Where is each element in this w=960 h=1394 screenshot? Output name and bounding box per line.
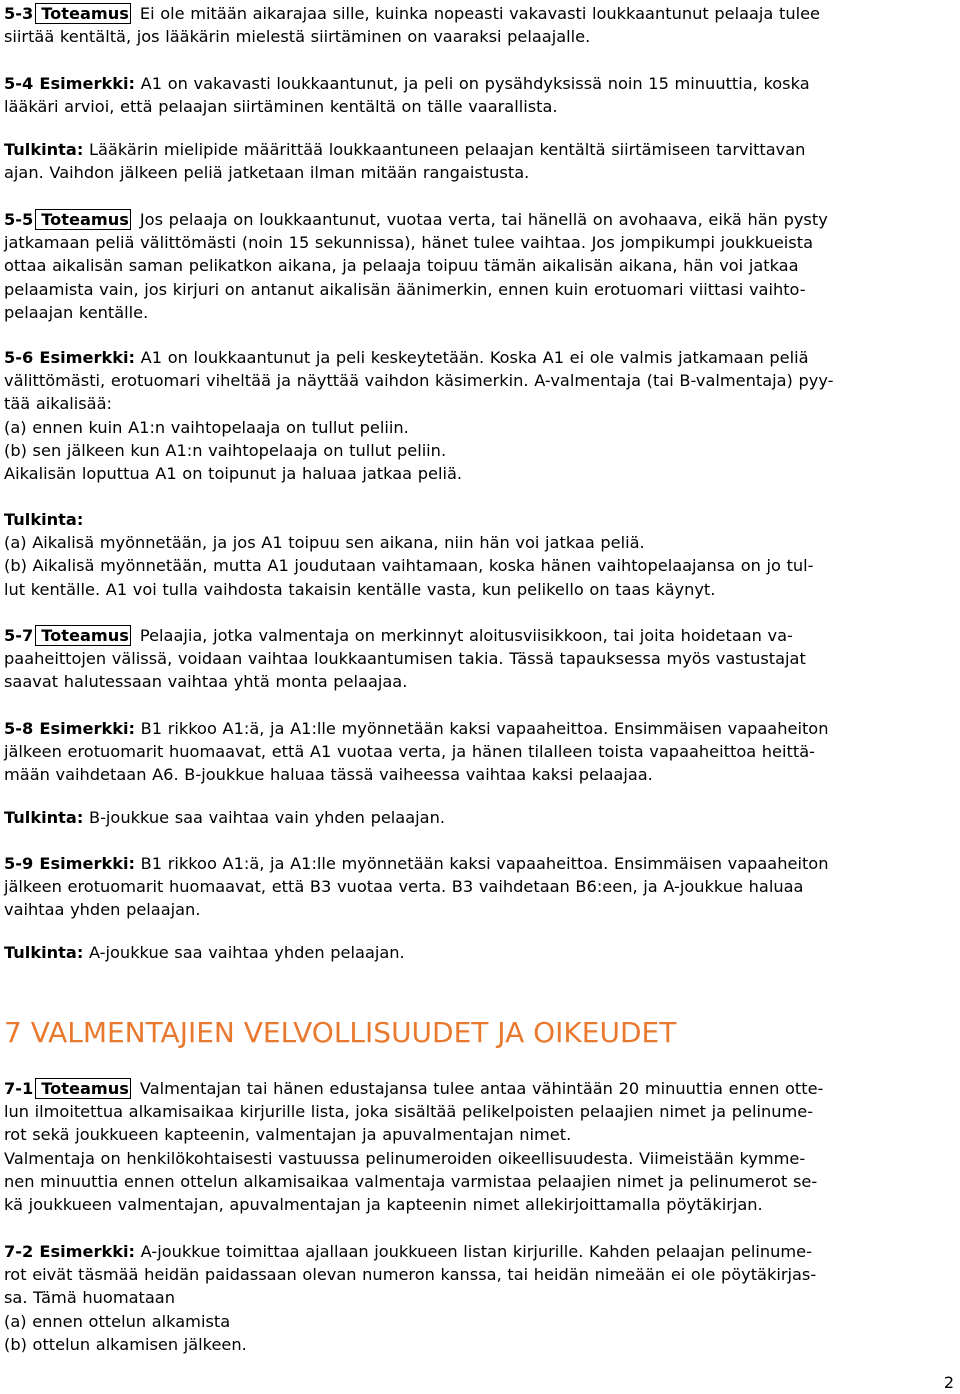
line: (a) Aikalisä myönnetään, ja jos A1 toipuu sen aikana, niin hän voi jatkaa peliä. [4, 533, 645, 553]
line: jatkamaan peliä välittömästi (noin 15 sekunnissa), hänet tulee vaihtaa. Jos jompikumpi joukkueista [4, 233, 813, 253]
line: jälkeen erotuomarit huomaavat, että B3 vuotaa verta. B3 vaihdetaan B6:een, ja A-joukkue haluaa [4, 877, 804, 897]
text: A-joukkue toimittaa ajallaan joukkueen listan kirjurille. Kahden pelaajan pelinume- [140, 1242, 812, 1261]
line: rot eivät täsmää heidän paidassaan olevan numeron kanssa, tai heidän nimeään ei ole pöytäkirjas- [4, 1265, 817, 1285]
paragraph-5-3 [4, 2, 956, 48]
interpretation-5-4 [4, 138, 956, 184]
toteamus-box: Toteamus [35, 3, 131, 24]
rule-number: 5-7 [4, 626, 34, 645]
toteamus-box: Toteamus [35, 1078, 131, 1099]
line [4, 624, 956, 647]
interpretation-5-9 [4, 941, 956, 964]
line: (b) ottelun alkamisen jälkeen. [4, 1334, 247, 1354]
line: paaheittojen välissä, voidaan vaihtaa loukkaantumisen takia. Tässä tapauksessa myös vastustajat [4, 649, 806, 669]
line: lun ilmoitettua alkamisaikaa kirjurille lista, joka sisältää pelikelpoisten pelaajien nimet ja pelinume- [4, 1102, 814, 1122]
toteamus-box: Toteamus [35, 209, 131, 230]
line: kä joukkueen valmentajan, apuvalmentajan ja kapteenin nimet allekirjoittamalla pöytäkirjan. [4, 1195, 763, 1215]
line [4, 852, 956, 875]
line: ajan. Vaihdon jälkeen peliä jatketaan ilman mitään rangaistusta. [4, 163, 530, 183]
interpretation-5-6 [4, 508, 956, 601]
paragraph-7-2 [4, 1240, 956, 1356]
line [4, 1240, 956, 1263]
line: rot sekä joukkueen kapteenin, valmentajan ja apuvalmentajan nimet. [4, 1125, 572, 1145]
line: Valmentaja on henkilökohtaisesti vastuussa pelinumeroiden oikeellisuudesta. Viimeistään kymme- [4, 1148, 806, 1168]
line: siirtää kentältä, jos lääkärin mielestä siirtäminen on vaaraksi pelaajalle. [4, 27, 591, 47]
rule-number: 5-5 [4, 210, 34, 229]
interpretation-label: Tulkinta: [4, 140, 84, 159]
line [4, 2, 956, 25]
paragraph-5-9 [4, 852, 956, 922]
text: Lääkärin mielipide määrittää loukkaantuneen pelaajan kentältä siirtämiseen tarvittavan [88, 140, 806, 159]
line [4, 717, 956, 740]
line: vaihtaa yhden pelaajan. [4, 900, 201, 920]
example-label: 5-9 Esimerkki: [4, 854, 136, 873]
line: mään vaihdetaan A6. B-joukkue haluaa tässä vaiheessa vaihtaa kaksi pelaajaa. [4, 765, 653, 785]
text: A-joukkue saa vaihtaa yhden pelaajan. [88, 943, 405, 962]
interpretation-label: Tulkinta: [4, 943, 84, 962]
line [4, 346, 956, 369]
line: saavat halutessaan vaihtaa yhtä monta pelaajaa. [4, 672, 408, 692]
line: (a) ennen kuin A1:n vaihtopelaaja on tullut peliin. [4, 417, 409, 437]
line: nen minuuttia ennen ottelun alkamisaikaa valmentaja varmistaa pelaajien nimet ja pelinumerot se- [4, 1171, 818, 1191]
section-heading: 7 VALMENTAJIEN VELVOLLISUUDET JA OIKEUDET [4, 1016, 677, 1049]
toteamus-box: Toteamus [35, 625, 131, 646]
example-label: 5-6 Esimerkki: [4, 348, 136, 367]
line: Aikalisän loputtua A1 on toipunut ja haluaa jatkaa peliä. [4, 464, 463, 484]
line: tää aikalisää: [4, 394, 112, 414]
text: B-joukkue saa vaihtaa vain yhden pelaajan. [88, 808, 445, 827]
rule-number: 7-1 [4, 1079, 34, 1098]
line [4, 806, 956, 829]
page-number: 2 [943, 1373, 954, 1392]
example-label: 5-8 Esimerkki: [4, 719, 136, 738]
paragraph-5-6 [4, 346, 956, 485]
line: pelaajan kentälle. [4, 302, 149, 322]
line: pelaamista vain, jos kirjuri on antanut aikalisän äänimerkin, ennen kuin erotuomari viittasi vaihto- [4, 279, 806, 299]
line: lääkäri arvioi, että pelaajan siirtäminen kentältä on tälle vaarallista. [4, 97, 558, 117]
paragraph-7-1 [4, 1077, 956, 1216]
interpretation-label: Tulkinta: [4, 510, 84, 529]
line: (a) ennen ottelun alkamista [4, 1311, 231, 1331]
text: Ei ole mitään aikarajaa sille, kuinka nopeasti vakavasti loukkaantunut pelaaja tulee [139, 4, 821, 23]
paragraph-5-4 [4, 72, 956, 118]
text: A1 on vakavasti loukkaantunut, ja peli on pysähdyksissä noin 15 minuuttia, koska [140, 74, 810, 93]
example-label: 7-2 Esimerkki: [4, 1242, 136, 1261]
line: (b) Aikalisä myönnetään, mutta A1 joudutaan vaihtamaan, koska hänen vaihtopelaajansa on jo tul- [4, 556, 814, 576]
line [4, 72, 956, 95]
line [4, 208, 956, 231]
paragraph-5-5 [4, 208, 956, 324]
text: Valmentajan tai hänen edustajansa tulee antaa vähintään 20 minuuttia ennen otte- [139, 1079, 824, 1098]
line: jälkeen erotuomarit huomaavat, että A1 vuotaa verta, ja hänen tilalleen toista vapaaheittoa heittä- [4, 742, 815, 762]
line [4, 1077, 956, 1100]
interpretation-label: Tulkinta: [4, 808, 84, 827]
line: ottaa aikalisän saman pelikatkon aikana, ja pelaaja toipuu tämän aikalisän aikana, hän voi jatkaa [4, 256, 799, 276]
rule-number: 5-3 [4, 4, 34, 23]
text: Jos pelaaja on loukkaantunut, vuotaa verta, tai hänellä on avohaava, eikä hän pysty [139, 210, 828, 229]
paragraph-5-8 [4, 717, 956, 787]
text: B1 rikkoo A1:ä, ja A1:lle myönnetään kaksi vapaaheittoa. Ensimmäisen vapaaheiton [140, 854, 829, 873]
interpretation-5-8 [4, 806, 956, 829]
line [4, 941, 956, 964]
line [4, 138, 956, 161]
line: (b) sen jälkeen kun A1:n vaihtopelaaja on tullut peliin. [4, 440, 447, 460]
text: Pelaajia, jotka valmentaja on merkinnyt aloitusviisikkoon, tai joita hoidetaan va- [139, 626, 793, 645]
text: A1 on loukkaantunut ja peli keskeytetään. Koska A1 ei ole valmis jatkamaan peliä [140, 348, 809, 367]
line: lut kentälle. A1 voi tulla vaihdosta takaisin kentälle vasta, kun pelikello on taas käynyt. [4, 579, 716, 599]
line: välittömästi, erotuomari viheltää ja näyttää vaihdon käsimerkin. A-valmentaja (tai B-valmentaja) pyy- [4, 371, 834, 391]
example-label: 5-4 Esimerkki: [4, 74, 136, 93]
line: sa. Tämä huomataan [4, 1288, 175, 1308]
text: B1 rikkoo A1:ä, ja A1:lle myönnetään kaksi vapaaheittoa. Ensimmäisen vapaaheiton [140, 719, 829, 738]
paragraph-5-7 [4, 624, 956, 694]
